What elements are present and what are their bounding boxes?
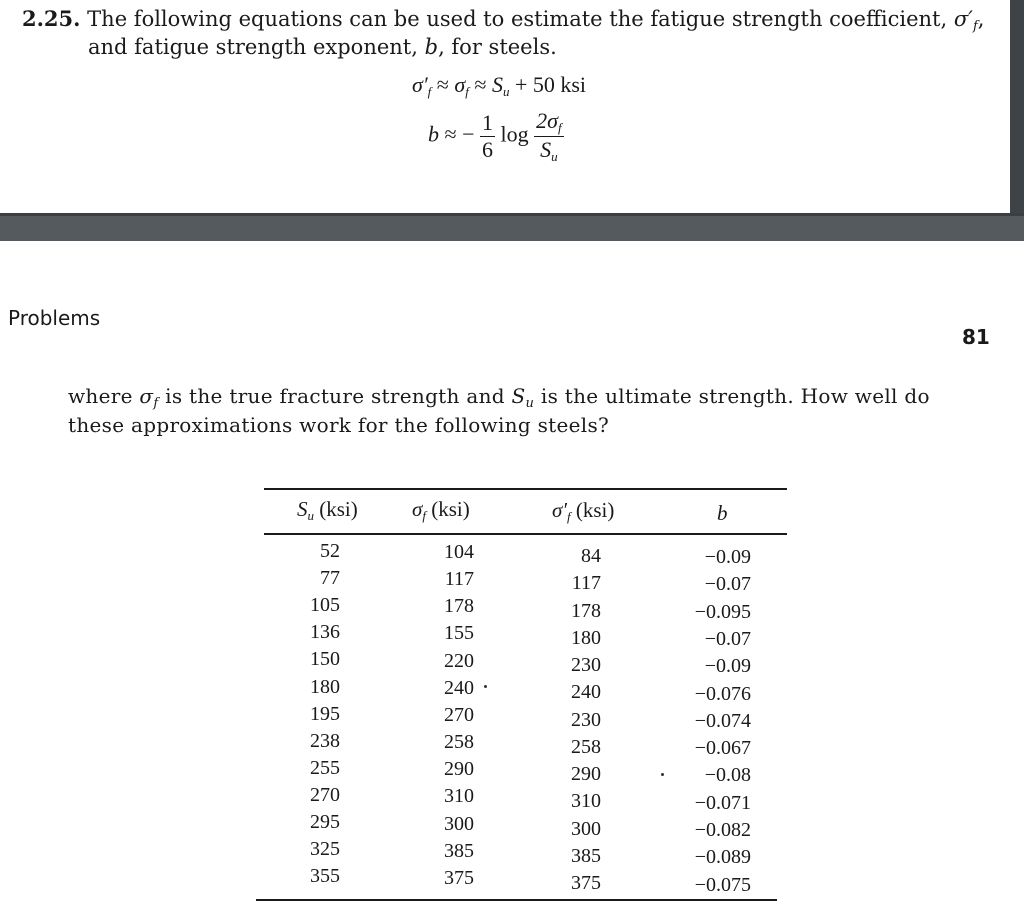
cell-fracture-strength: 270	[444, 703, 474, 726]
cell-fracture-strength: 290	[444, 758, 474, 781]
cell-ultimate-strength: 77	[320, 567, 340, 590]
cell-fracture-strength: 104	[444, 541, 474, 563]
cell-fatigue-exponent: −0.089	[694, 846, 751, 869]
cell-fracture-strength: 220	[444, 649, 474, 672]
cell-fatigue-coefficient: 84	[581, 545, 601, 567]
cell-fatigue-exponent: −0.071	[694, 791, 751, 814]
problem-statement-line-2: and fatigue strength exponent, b, for steels.	[88, 35, 557, 59]
cell-fatigue-coefficient: 117	[571, 572, 601, 595]
scan-speck	[484, 685, 487, 688]
problem-number: 2.25.	[22, 6, 81, 31]
cell-fatigue-exponent: −0.07	[704, 573, 751, 596]
cell-fracture-strength: 385	[444, 839, 474, 862]
cell-ultimate-strength: 325	[310, 838, 340, 861]
fraction-2sigma-over-su: $\frac{2\sigma_f}{S_u}$	[536, 108, 562, 164]
cell-fatigue-coefficient: 258	[571, 735, 601, 758]
table-top-rule	[264, 488, 787, 490]
cell-ultimate-strength: 136	[310, 621, 340, 644]
cell-fatigue-exponent: −0.09	[704, 546, 751, 568]
page-number: 81	[962, 325, 990, 349]
cell-fracture-strength: 240	[444, 676, 474, 699]
page-separator	[0, 213, 1024, 241]
cell-fatigue-exponent: −0.08	[704, 764, 751, 787]
cell-fatigue-exponent: −0.075	[694, 873, 751, 896]
scan-speck	[661, 773, 664, 776]
cell-ultimate-strength: 238	[310, 729, 340, 752]
cell-ultimate-strength: 270	[310, 783, 340, 806]
cell-fracture-strength: 375	[444, 866, 474, 889]
window-edge	[1010, 0, 1024, 241]
cell-ultimate-strength: 195	[310, 702, 340, 725]
cell-fatigue-exponent: −0.095	[694, 600, 751, 623]
cell-fatigue-coefficient: 385	[571, 844, 601, 867]
cell-fatigue-exponent: −0.076	[694, 682, 751, 705]
table-bottom-rule	[256, 899, 777, 901]
cell-ultimate-strength: 52	[320, 540, 340, 562]
equation-fatigue-coefficient: $\sigma'_f \approx \sigma_f \approx S_u + 50$ ksi	[412, 72, 587, 99]
cell-fatigue-exponent: −0.09	[704, 655, 751, 678]
cell-fracture-strength: 300	[444, 812, 474, 835]
body-text-line-1: where $\sigma_f$ is the true fracture strength and $S_u$ is the ultimate strength. How well do	[68, 384, 930, 411]
cell-ultimate-strength: 180	[310, 675, 340, 698]
cell-fatigue-coefficient: 240	[571, 681, 601, 704]
cell-fracture-strength: 178	[444, 595, 474, 618]
cell-fatigue-coefficient: 290	[571, 763, 601, 785]
header-fatigue-coefficient: $\sigma'_f$ (ksi)	[552, 498, 615, 524]
cell-fatigue-coefficient: 180	[571, 626, 601, 649]
table-header-rule	[264, 533, 787, 535]
cell-fatigue-coefficient: 375	[571, 872, 601, 894]
cell-fracture-strength: 117	[444, 568, 474, 591]
cell-fatigue-coefficient: 178	[571, 599, 601, 622]
problem-statement-line-1: 2.25. The following equations can be used to estimate the fatigue strength coefficient, $\sigma'_f$,	[22, 6, 985, 34]
cell-fatigue-exponent: −0.082	[694, 819, 751, 841]
cell-fatigue-exponent: −0.074	[694, 709, 751, 732]
problem-card	[0, 0, 1012, 213]
header-fracture-strength: $\sigma_f$ (ksi)	[412, 497, 470, 523]
cell-fatigue-exponent: −0.067	[694, 737, 751, 760]
header-ultimate-strength: $S_u$ (ksi)	[297, 497, 358, 523]
cell-ultimate-strength: 150	[310, 648, 340, 671]
cell-fracture-strength: 258	[444, 731, 474, 754]
fraction-one-sixth: $\frac{1}{6}$	[481, 110, 493, 162]
cell-fracture-strength: 155	[444, 622, 474, 645]
cell-fatigue-coefficient: 230	[571, 708, 601, 731]
cell-fatigue-coefficient: 300	[571, 817, 601, 840]
cell-ultimate-strength: 355	[310, 865, 340, 888]
cell-ultimate-strength: 105	[310, 594, 340, 617]
cell-fracture-strength: 310	[444, 785, 474, 808]
cell-ultimate-strength: 295	[310, 811, 340, 833]
cell-fatigue-coefficient: 310	[571, 790, 601, 813]
cell-ultimate-strength: 255	[310, 756, 340, 779]
section-header: Problems	[8, 306, 101, 330]
header-fatigue-exponent: b	[717, 501, 728, 525]
body-text-line-2: these approximations work for the following steels?	[68, 413, 610, 437]
equation-fatigue-exponent: b ≈ − $\frac{1}{6}$ log $\frac{2\sigma_f}{S_u}$	[428, 108, 562, 164]
cell-fatigue-exponent: −0.07	[704, 627, 751, 650]
cell-fatigue-coefficient: 230	[571, 654, 601, 676]
